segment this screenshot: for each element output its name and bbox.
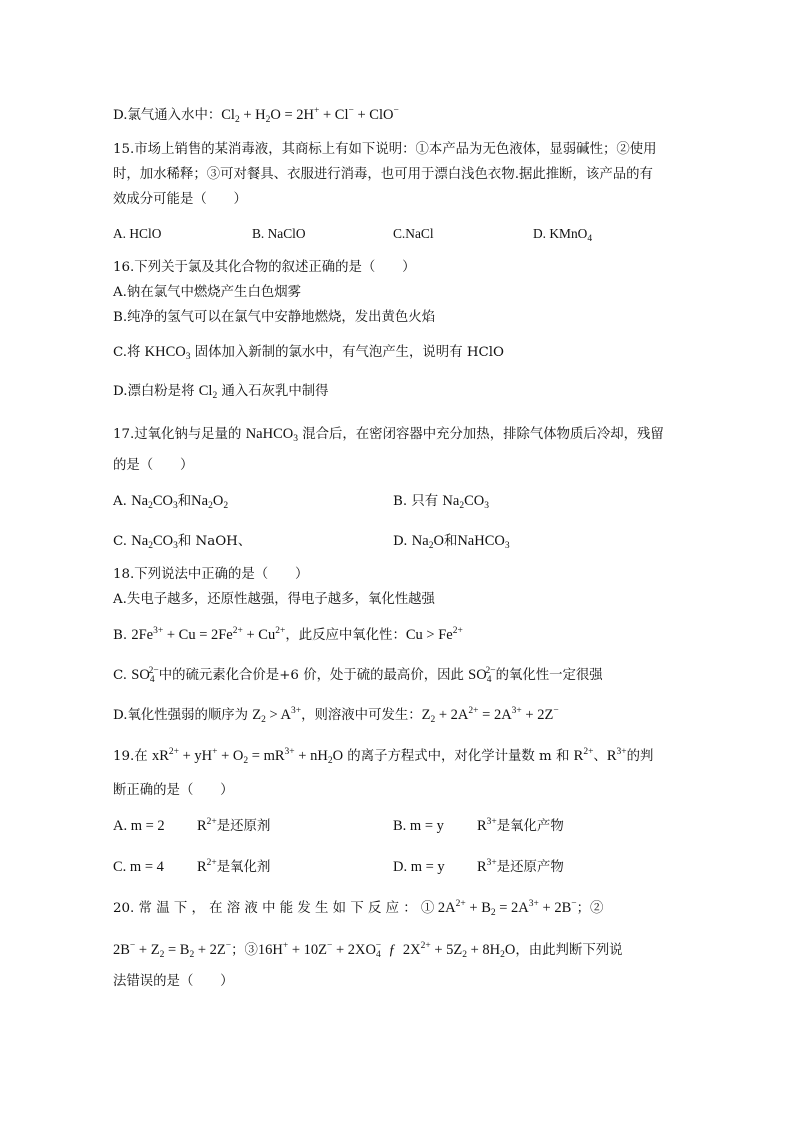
q19-option-a	[113, 817, 270, 836]
formula: $Na_2CO_3$	[131, 493, 178, 511]
q15-option-d-text: D. KMnO	[533, 226, 588, 241]
q19-stem-line2: 断正确的是（ ）	[113, 783, 234, 798]
q17-post: 混合后，在密闭容器中充分加热，排除气体物质后冷却，残留	[297, 427, 664, 442]
q17-chem-sub: 3	[293, 434, 298, 444]
formula: $R^{2+}$	[197, 858, 217, 875]
q15-stem-line1: 15.市场上销售的某消毒液，其商标上有如下说明：①本产品为无色液体，显弱碱性；②使用	[113, 142, 657, 157]
q18-b-mid: ，此反应中氧化性：	[285, 628, 406, 643]
q16-c-chem-text: KHCO	[144, 344, 186, 360]
q20-stem-line3: 法错误的是（ ）	[113, 974, 234, 989]
q15-stem-line2: 时，加水稀释；③可对餐具、衣服进行消毒，也可用于漂白浅色衣物.据此推断，该产品的有	[113, 167, 653, 182]
q19-option-c	[113, 858, 270, 877]
q19-b1: B. m = y	[393, 818, 444, 834]
equation: $2A^{2+} + B_2 = 2A^{3+} + 2B^-$	[434, 899, 577, 918]
q16-d-chem	[199, 383, 217, 399]
q20-post: ；②	[576, 901, 604, 916]
q18-d-mid: ，则溶液中可发生：	[301, 708, 422, 723]
q18-option-d	[113, 706, 559, 725]
q16-option-d	[113, 382, 329, 401]
q14-option-d	[113, 106, 399, 125]
q17-a-and: 和	[177, 494, 192, 509]
formula: NaHCO$_3$	[457, 533, 510, 551]
q17-option-a	[113, 492, 228, 511]
equation: $16H^+ + 10Z^- + 2XO_4^-$ ƒ $2X^{2+} + 5Z_2 + 8H_2O$	[257, 941, 516, 960]
q17-option-d	[393, 532, 510, 551]
inequality: $Cu > Fe^{2+}$	[405, 626, 463, 643]
q17-chem-text: NaHCO	[245, 426, 294, 442]
q19-option-b	[393, 817, 564, 836]
q20-mid: ；③	[231, 943, 258, 958]
q16-d-chem-text: Cl	[198, 383, 213, 399]
q19-c2: 是氧化剂	[216, 860, 271, 875]
q15-option-d	[533, 225, 592, 243]
formula: $SO_4^{2-}$	[468, 666, 496, 685]
q15-option-c: C.NaCl	[393, 226, 434, 241]
q19-option-d	[393, 858, 564, 877]
q18-option-b	[113, 626, 463, 645]
q17-c-pre: C.	[113, 534, 132, 549]
equation: $Cl_2 + H_2O = 2H^+ + Cl^- + ClO^-$	[221, 106, 399, 125]
q18-c-pre: C.	[113, 668, 132, 683]
equation: $Z_2 + 2A^{2+} = 2A^{3+} + 2Z^-$	[421, 706, 559, 725]
q16-c-chem	[145, 344, 191, 360]
q19-c1: C. m = 4	[113, 859, 164, 875]
q19-d2: 是还原产物	[496, 860, 564, 875]
q18-d-pre: D.氧化性强弱的顺序为	[113, 708, 253, 723]
q18-b-pre: B.	[113, 628, 132, 643]
q16-d-post: 通入石灰乳中制得	[217, 384, 329, 399]
q16-stem: 16.下列关于氯及其化合物的叙述正确的是（ ）	[113, 260, 416, 275]
q16-c-post: 固体加入新制的氯水中，有气泡产生，说明有 HClO	[190, 345, 505, 360]
q19-b2: 是氧化产物	[496, 819, 564, 834]
q19-post: 的判	[626, 749, 654, 764]
formula: $Na_2O_2$	[191, 493, 229, 511]
q17-option-b	[393, 492, 489, 511]
q16-d-pre: D.漂白粉是将	[113, 384, 199, 399]
q18-option-a: A.失电子越多，还原性越强，得电子越多，氧化性越强	[113, 592, 435, 607]
q16-d-chem-sub: 2	[212, 391, 218, 401]
formula: $R^{3+}$	[606, 747, 627, 764]
formula: $R^{2+}$	[573, 747, 594, 764]
q19-stem-line1: 19.在 $xR^{2+} + yH^+ + O_2 = mR^{3+} + nH_2O$ 的离子方程式中，对化学计量数 m 和 $R^{2+}$、$R^{3+}$的判	[113, 747, 654, 766]
q16-option-b: B.纯净的氢气可以在氯气中安静地燃烧，发出黄色火焰	[113, 310, 436, 325]
q18-option-c	[113, 666, 603, 685]
q19-d1: D. m = y	[393, 859, 445, 875]
q17-option-c	[113, 532, 251, 551]
q16-c-chem-sub: 3	[185, 352, 191, 362]
q19-mid: 的离子方程式中，对化学计量数 m 和	[343, 749, 574, 764]
q20-stem-line1	[113, 899, 603, 918]
q16-c-pre: C.将	[113, 345, 145, 360]
q19-a2: 是还原剂	[216, 819, 271, 834]
q20-stem-line2	[113, 941, 623, 960]
q18-c-mid: 中的硫元素化合价是+6 价，处于硫的最高价，因此	[158, 668, 469, 683]
equation: $xR^{2+} + yH^+ + O_2 = mR^{3+} + nH_2O$	[151, 747, 344, 766]
formula: $R^{3+}$	[477, 858, 497, 875]
q19-pre: 19.在	[113, 749, 152, 764]
q18-stem: 18.下列说法中正确的是（ ）	[113, 567, 309, 582]
formula: $SO_4^{2-}$	[131, 666, 159, 685]
formula: $Na_2O$	[411, 533, 444, 551]
q17-d-pre: D.	[393, 534, 412, 549]
q17-stem-line2: 的是（ ）	[113, 458, 194, 473]
q18-c-post: 的氧化性一定很强	[495, 668, 603, 683]
q20-pre: 20. 常 温 下 ， 在 溶 液 中 能 发 生 如 下 反 应 ： ①	[113, 901, 435, 916]
equation: $2B^- + Z_2 = B_2 + 2Z^-$	[113, 941, 232, 960]
equation: $2Fe^{3+} + Cu = 2Fe^{2+} + Cu^{2+}$	[131, 626, 286, 643]
q20-post2: ，由此判断下列说	[515, 943, 623, 958]
q15-option-b: B. NaClO	[252, 226, 306, 241]
q17-chem	[246, 426, 298, 442]
q16-option-c	[113, 343, 504, 362]
q17-b-pre: B. 只有	[393, 494, 443, 509]
q17-stem-line1	[113, 425, 664, 444]
q16-option-a: A.钠在氯气中燃烧产生白色烟雾	[113, 285, 302, 300]
formula: $R^{2+}$	[197, 817, 217, 834]
formula: $Na_2CO_3$	[442, 493, 489, 511]
q17-c-post: 和 NaOH、	[177, 534, 252, 549]
formula: $Na_2CO_3$	[131, 533, 178, 551]
inequality: $Z_2 > A^{3+}$	[252, 706, 302, 725]
q17-a-pre: A.	[113, 494, 132, 509]
q15-stem-line3: 效成分可能是（ ）	[113, 192, 247, 207]
q17-d-and: 和	[443, 534, 458, 549]
q14-option-d-label: D.氯气通入水中：	[113, 108, 222, 123]
q15-option-d-sub: 4	[587, 234, 593, 244]
q17-pre: 17.过氧化钠与足量的	[113, 427, 246, 442]
q19-a1: A. m = 2	[113, 818, 165, 834]
q15-option-a: A. HClO	[113, 226, 162, 241]
formula: $R^{3+}$	[477, 817, 497, 834]
